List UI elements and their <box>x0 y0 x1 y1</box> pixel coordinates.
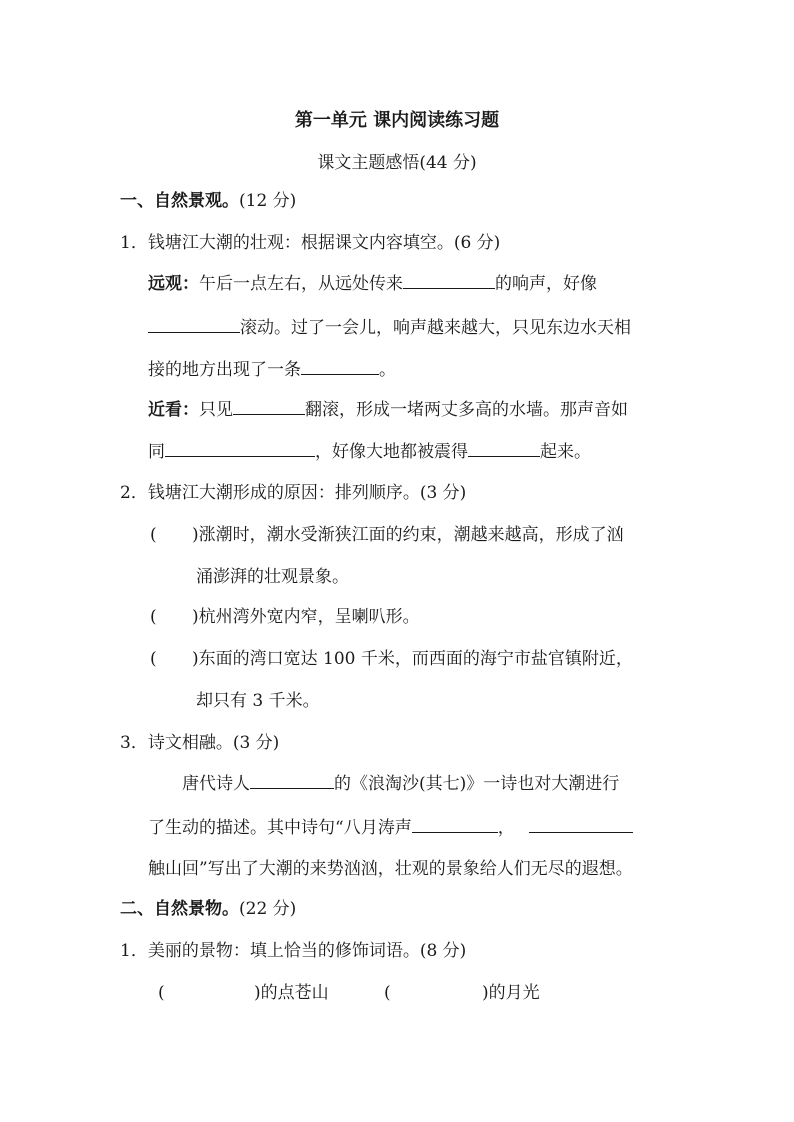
near-view-text-d: ，好像大地都被震得 <box>315 442 468 462</box>
far-view-label: 远观： <box>148 274 199 294</box>
modifier-item-1-text: )的点苍山 <box>254 983 329 1003</box>
near-view-text-c: 同 <box>148 442 165 462</box>
modifier-item-2-text: )的月光 <box>482 983 540 1003</box>
order-item-3-line-2: 却只有 3 千米。 <box>196 691 320 711</box>
near-view-line-1 <box>148 398 628 421</box>
order-item-3-line-1 <box>150 648 633 670</box>
order-paren-open: ( <box>150 607 157 627</box>
order-answer-box[interactable] <box>160 524 190 546</box>
near-view-label: 近看： <box>148 400 199 420</box>
question-3-prompt: 3．诗文相融。(3 分) <box>120 733 280 753</box>
near-view-text-a: 只见 <box>199 400 233 420</box>
page-subtitle: 课文主题感悟(44 分) <box>317 153 477 173</box>
far-view-text-b: 的响声，好像 <box>495 274 597 294</box>
question-2-1-prompt: 1．美丽的景物：填上恰当的修饰词语。(8 分) <box>120 941 467 961</box>
poem-text-c: 了生动的描述。其中诗句“八月涛声 <box>148 818 412 838</box>
near-view-text-b: 翻滚，形成一堵两丈多高的水墙。那声音如 <box>305 400 628 420</box>
fill-blank[interactable] <box>250 772 334 789</box>
fill-blank[interactable] <box>403 272 495 289</box>
question-2-prompt: 2．钱塘江大潮形成的原因：排列顺序。(3 分) <box>120 483 467 503</box>
far-view-line-3 <box>148 358 396 381</box>
section-1-score: (12 分) <box>239 191 297 211</box>
section-heading <box>120 898 296 920</box>
fill-blank[interactable] <box>165 440 315 457</box>
poem-line-1 <box>182 772 619 795</box>
far-view-text-a: 午后一点左右，从远处传来 <box>199 274 403 294</box>
order-item-3-text-a: )东面的湾口宽达 100 千米，而西面的海宁市盐官镇附近， <box>192 649 633 669</box>
poem-text-a: 唐代诗人 <box>182 774 250 794</box>
far-view-text-d: 接的地方出现了一条 <box>148 360 301 380</box>
page-title: 第一单元 课内阅读练习题 <box>294 110 500 131</box>
far-view-line-1 <box>148 272 597 295</box>
near-view-line-2 <box>148 440 591 463</box>
section-2-score: (22 分) <box>239 899 297 919</box>
poem-text-b: 的《浪淘沙(其七)》一诗也对大潮进行 <box>334 774 620 794</box>
modifier-paren-open: ( <box>158 983 165 1003</box>
order-paren-open: ( <box>150 649 157 669</box>
modifier-paren-open: ( <box>384 983 391 1003</box>
order-answer-box[interactable] <box>160 606 190 628</box>
section-2-heading: 二、自然景物。 <box>120 899 239 919</box>
poem-line-2 <box>148 816 633 839</box>
poem-text-d: ， <box>497 818 515 838</box>
order-item-2-text: )杭州湾外宽内窄，呈喇叭形。 <box>192 607 420 627</box>
near-view-text-e: 起来。 <box>540 442 591 462</box>
modifier-answer-box[interactable] <box>394 982 480 1004</box>
order-item-1-line-1 <box>150 524 624 546</box>
fill-blank[interactable] <box>233 398 305 415</box>
fill-blank[interactable] <box>468 440 540 457</box>
question-1-prompt: 1．钱塘江大潮的壮观：根据课文内容填空。(6 分) <box>120 233 501 253</box>
modifier-answer-box[interactable] <box>168 982 252 1004</box>
section-heading <box>120 190 296 212</box>
fill-blank[interactable] <box>301 358 379 375</box>
far-view-line-2 <box>148 316 631 339</box>
order-item-2 <box>150 606 420 628</box>
fill-blank[interactable] <box>412 816 498 833</box>
order-item-1-line-2: 涌澎湃的壮观景象。 <box>196 567 349 587</box>
order-item-1-text-a: )涨潮时，潮水受渐狭江面的约束，潮越来越高，形成了汹 <box>192 525 624 545</box>
fill-blank[interactable] <box>148 316 240 333</box>
poem-line-3: 触山回”写出了大潮的来势汹汹，壮观的景象给人们无尽的遐想。 <box>148 859 633 879</box>
fill-blank[interactable] <box>529 816 633 833</box>
section-1-heading: 一、自然景观。 <box>120 191 239 211</box>
far-view-text-e: 。 <box>379 360 396 380</box>
far-view-text-c: 滚动。过了一会儿，响声越来越大，只见东边水天相 <box>240 318 631 338</box>
order-paren-open: ( <box>150 525 157 545</box>
order-answer-box[interactable] <box>160 648 190 670</box>
